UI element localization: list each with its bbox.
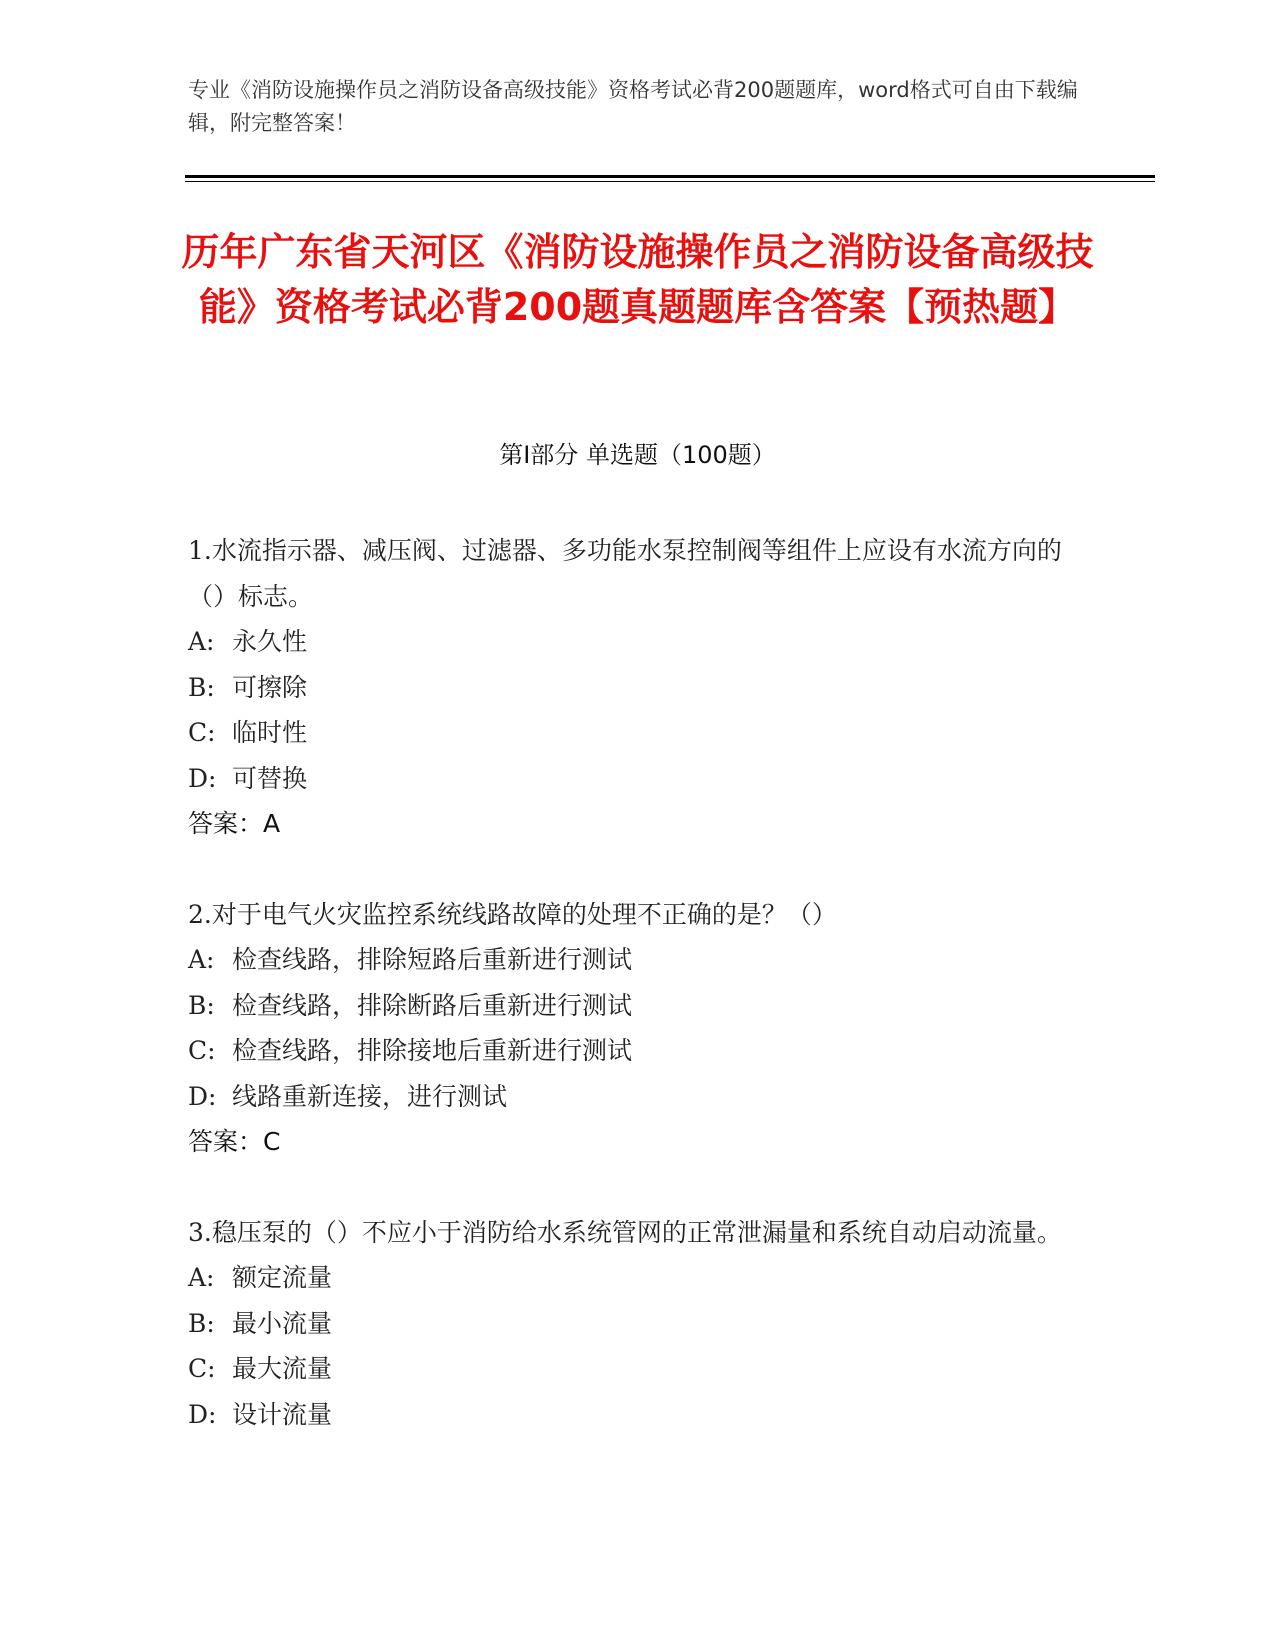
option-b [188,665,1068,711]
option-d [188,1392,1068,1438]
option-letter: A: [188,945,215,974]
header-divider-thick [185,175,1155,178]
option-c [188,1028,1068,1074]
option-text: 检查线路，排除断路后重新进行测试 [232,990,633,1020]
section-heading: 第I部分 单选题（100题） [499,441,776,469]
option-text: 可擦除 [232,672,308,702]
option-text: 最大流量 [232,1354,333,1383]
option-c [188,710,1068,756]
option-text: 检查线路，排除接地后重新进行测试 [232,1036,633,1065]
option-letter: B: [188,990,215,1020]
option-text: 临时性 [232,718,308,747]
option-text: 额定流量 [232,1263,333,1292]
option-letter: C: [188,718,216,747]
option-letter: B: [188,672,215,702]
option-a [188,619,1068,665]
option-letter: D: [188,763,217,793]
option-d [188,756,1068,802]
answer-line: 答案：C [188,1127,281,1156]
question-1 [188,528,1068,847]
question-stem: 2.对于电气火灾监控系统线路故障的处理不正确的是？（） [188,899,837,929]
option-a [188,937,1068,983]
answer-line: 答案：A [188,809,281,838]
option-letter: A: [188,1263,215,1292]
question-list [188,528,1068,1482]
option-b [188,983,1068,1029]
document-title: 历年广东省天河区《消防设施操作员之消防设备高级技能》资格考试必背200题真题题库含答案【预热题】 [181,230,1094,329]
header-note: 专业《消防设施操作员之消防设备高级技能》资格考试必背200题题库，word格式可自由下载编辑，附完整答案！ [188,78,1078,135]
option-b [188,1301,1068,1347]
question-stem: 3.稳压泵的（）不应小于消防给水系统管网的正常泄漏量和系统自动启动流量。 [188,1217,1062,1247]
option-letter: C: [188,1036,216,1065]
option-letter: C: [188,1354,216,1383]
option-text: 设计流量 [232,1399,333,1429]
option-letter: B: [188,1308,215,1338]
option-letter: D: [188,1081,217,1111]
header-divider-thin [185,181,1155,182]
question-stem: 1.水流指示器、减压阀、过滤器、多功能水泵控制阀等组件上应设有水流方向的（）标志。 [188,536,1062,611]
option-text: 永久性 [232,627,308,656]
option-letter: D: [188,1399,217,1429]
option-text: 检查线路，排除短路后重新进行测试 [232,945,633,974]
option-text: 可替换 [232,763,308,793]
option-text: 最小流量 [232,1308,333,1338]
option-text: 线路重新连接，进行测试 [232,1081,508,1111]
option-letter: A: [188,627,215,656]
option-a [188,1255,1068,1301]
question-2 [188,892,1068,1165]
option-d [188,1074,1068,1120]
question-3 [188,1210,1068,1438]
option-c [188,1346,1068,1392]
